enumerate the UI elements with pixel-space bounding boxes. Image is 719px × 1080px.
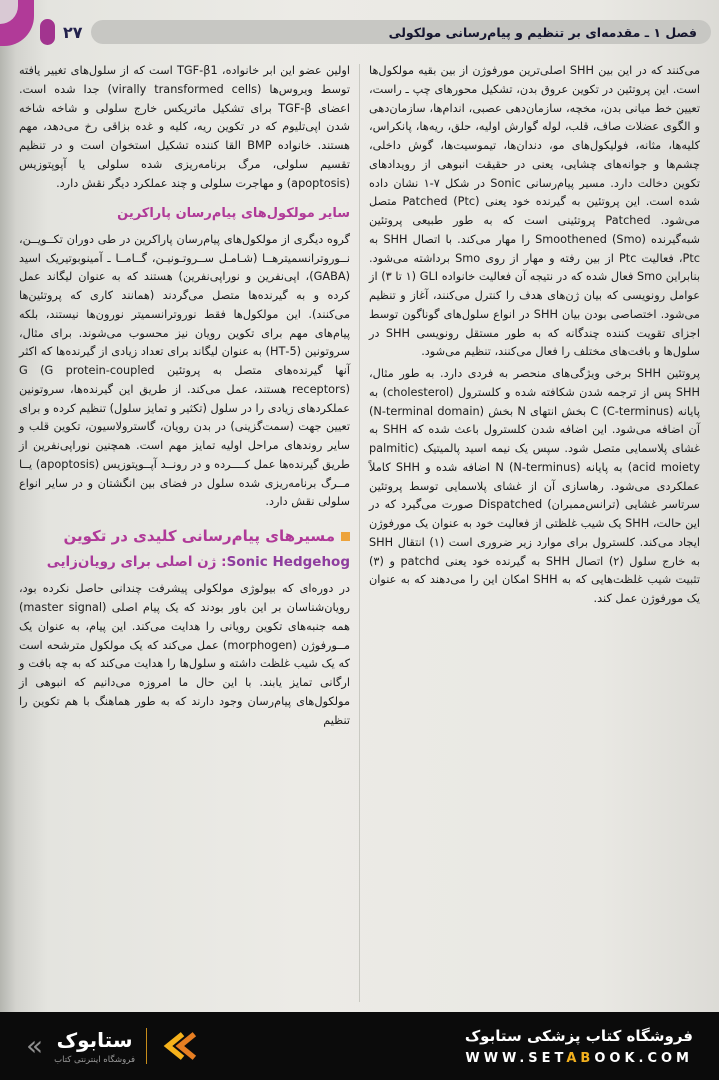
url-mid: AB — [566, 1050, 595, 1066]
chevrons-icon: « — [26, 1029, 44, 1062]
url-post: OOK.COM — [594, 1050, 693, 1066]
logo-divider — [146, 1028, 147, 1064]
logo-subtitle: فروشگاه اینترنتی کتاب — [54, 1054, 136, 1065]
site-url — [465, 1051, 693, 1066]
section-heading-pathways-label: مسیرهای پیام‌رسانی کلیدی در تکوین — [63, 527, 335, 546]
column-left — [10, 58, 359, 1008]
book-cover-corner-curve — [0, 0, 18, 24]
footer-text-block — [465, 1027, 693, 1066]
setabook-emblem-icon — [158, 1030, 198, 1062]
url-pre: WWW.SET — [465, 1050, 567, 1066]
footer-bar — [0, 1012, 719, 1080]
paragraph-master-signal: در دوره‌ای که بیولوژی مولکولی پیشرفت چندانی حاصل نکرده بود، رویان‌شناسان بر این باور بودند که یک پیام اصلی (master signal) همه جنبه‌های تکوین رویانی را هدایت می‌کند. این پیام، به عنوان یک مــورفوژن (morphogen) عمل می‌کند که یک مولکول مترشحه است که یک شیب غلظت داشته و سلول‌ها را هدایت می‌کند که به چه بافت و ارگانی تمایز یابند. با این حال ما امروزه می‌دانیم که انبوهی از مولکول‌های پیام‌رسان وجود دارند که به طور هماهنگ با هم تکوین را تنظیم — [19, 582, 350, 727]
page-header — [40, 18, 711, 46]
subheading-sonic-hedgehog — [19, 551, 350, 573]
subheading-sonic-fa: : ژن اصلی برای رویان‌زایی — [46, 553, 227, 570]
chapter-title: فصل ۱ ـ مقدمه‌ای بر تنظیم و پیام‌رسانی مولکولی — [388, 24, 697, 40]
section-heading-paracrine: سایر مولکول‌های پیام‌رسان پاراکرین — [117, 206, 350, 222]
bullet-square-icon — [341, 532, 350, 541]
logo-wordmark: ستابوک — [56, 1027, 133, 1052]
page-number: ۲۷ — [63, 22, 83, 42]
page-body — [10, 58, 709, 1008]
book-cover-corner — [0, 0, 34, 46]
setabook-logo — [26, 1028, 198, 1065]
paragraph-tgf-beta: اولین عضو این ابر خانواده، TGF-β1 است که از سلول‌های تغییر یافته توسط ویروس‌ها (virally transformed cells) جدا شده است. اعضای TGF-β برای تشکیل ماتریکس خارج سلولی و شاخه شاخه شدن اپی‌تلیوم که در تکوین ریه، کلیه و غده بزاقی رخ می‌دهد، مهم هستند. خانواده BMP القا کننده تشکیل استخوان است و در تنظیم تقسیم سلولی، مرگ برنامه‌ریزی شده سلولی یا آپوپتوزیس (apoptosis) و مهاجرت سلولی و چند عملکرد دیگر نقش دارد. — [19, 64, 350, 190]
page-number-marker — [40, 19, 55, 45]
paragraph-shh-features: پروتئین SHH برخی ویژگی‌های منحصر به فردی دارد. به طور مثال، SHH پس از ترجمه شدن شکافته شده و کلسترول (cholesterol) به پایانه C (C-terminus) بخش انتهای N بخش (N-terminal domain) آن اضافه می‌شود. این اضافه شدن کلسترول باعث شده که SHH به غشای پلاسمایی متصل شود. سپس یک نیمه اسید پالمیتیک (palmitic acid moiety) به پایانه N (N-terminus) اضافه شده و SHH کاملاً عملکردی می‌شود. رهاسازی آن از غشای پلاسمایی توسط پروتئین سرتاسر غشایی (ترانس‌ممبران) Dispatched صورت می‌گیرد که در این حالت، SHH یک شیب غلظتی از فعالیت خود به عنوان یک مورفوژن ایجاد می‌کند. کلسترول برای موارد زیر ضروری است (۱) انتقال SHH به خارج سلول (۲) اتصال SHH به گیرنده خود یعنی patchd و (۳) تثبیت شیب غلظت‌هایی که به SHH امکان این را می‌دهند که به عنوان یک مورفوژن عمل کند. — [369, 367, 701, 605]
paragraph-neurotransmitters: گروه دیگری از مولکول‌های پیام‌رسان پاراکرین در طی دوران تکــویــن، نــوروترانسمیترهــا (شـامـل ســروتـونیـن، گــامــا ـ آمینوبوتیریک اسید (GABA)، اپی‌نفرین و نوراپی‌نفرین) هستند که به عنوان لیگاند عمل کرده و به گیرنده‌ها متصل می‌گردند (همانند کاری که پروتئین‌ها می‌کنند). این مولکول‌ها فقط نوروترانسمیتر نورون‌ها نیستند، بلکه پیام‌های مهم برای تکوین رویان نیز محسوب می‌شوند. برای مثال، سروتونین (5-HT) به عنوان لیگاند برای تعداد زیادی از گیرنده‌ها که اکثر آنها گیرنده‌های متصل به پروتئین G (G protein-coupled receptors) هستند، عمل می‌کند. از طریق این گیرنده‌ها، سروتونین عملکردهای زیادی را در سلول (تکثیر و تمایز سلول) تنظیم کرده و برای تعیین جهت (سمت‌گزینی) در بدن رویان، گاسترولاسیون، تکوین قلب و سایر روندهای مراحل اولیه تمایز مهم است. همچنین نوراپی‌نفرین از طریق گیرنده‌ها عمل کــــرده و در رونــد آپــوپتوزیس (apoptosis) یــا مــرگ برنامه‌ریزی شده سلول در فضای بین انگشتان و در سایر انواع سلولی نقش دارد. — [19, 232, 350, 509]
chapter-title-pill — [91, 20, 711, 44]
paragraph-shh-overview: می‌کنند که در این بین SHH اصلی‌ترین مورفوژن از بین بقیه مولکول‌ها است. این پروتئین در تکوین عروق بدن، تشکیل محورهای چپ ـ راست، تعیین خط میانی بدن، مخچه، سازمان‌دهی عصبی، اندام‌ها، سازمان‌دهی و الگوی عضلات صاف، قلب، لوله گوارش اولیه، حلق، ریه‌ها، پانکراس، کلیه‌ها، مثانه، فولیکول‌های مو، دندان‌ها، تیموسیت‌ها، گوش داخلی، چشم‌ها و جوانه‌های چشایی، یعنی در حقیقت انبوهی از رویدادهای تکوین دخالت دارد. مسیر پیام‌رسانی Sonic در شکل ۷-۱ نشان داده شده است. این پروتئین به گیرنده خود یعنی Patched (Ptc) متصل می‌شود. Patched پروتئینی است که به طور طبیعی پروتئین شبه‌گیرنده Smoothened (Smo) را مهار می‌کند. با اتصال SHH به Ptc، فعالیت Ptc از بین رفته و مهار از روی Smo برداشته می‌شود. بنابراین Smo فعال شده که در نتیجه آن فعالیت خانواده GLI (۱ تا ۳) از عوامل رونویسی که بیان ژن‌های هدف را کنترل می‌کنند، آغاز و تنظیم می‌شود. اختصاصی بودن بیان SHH در انواع سلول‌های گوناگون توسط اجزای تقویت کننده چندگانه که به طور مستقل رونویسی SHH در سلول‌ها و بافت‌های مختلف را فعال می‌کنند، تنظیم می‌شود. — [369, 64, 701, 359]
store-title: فروشگاه کتاب پزشکی ستابوک — [464, 1026, 693, 1045]
column-right — [360, 58, 709, 1008]
column-divider — [359, 64, 360, 1002]
section-heading-pathways — [19, 524, 350, 549]
logo-text-block — [54, 1028, 135, 1065]
subheading-sonic-en: Sonic Hedgehog — [226, 553, 350, 570]
